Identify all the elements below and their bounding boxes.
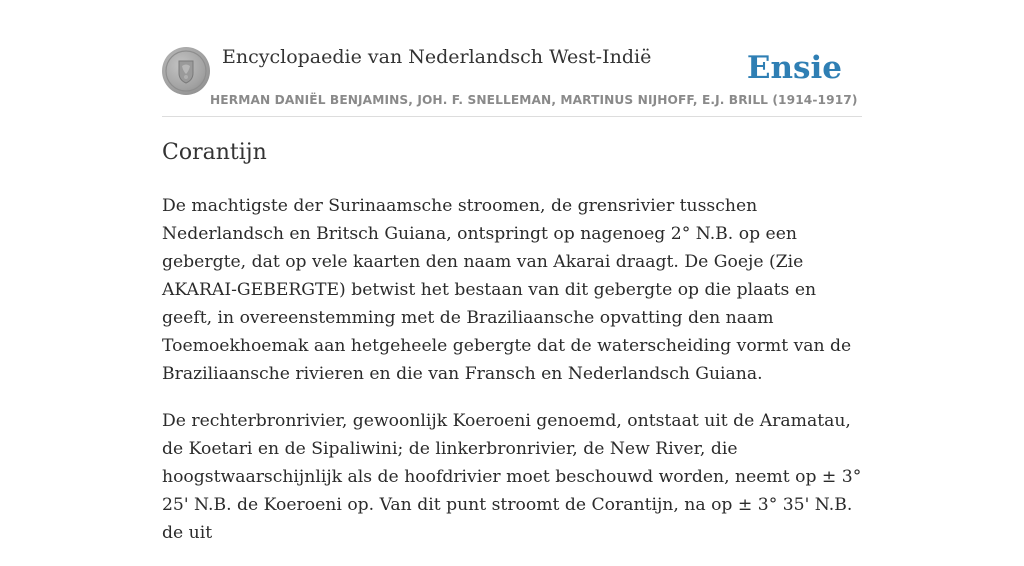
article-paragraph: De rechterbronrivier, gewoonlijk Koeroeni genoemd, ontstaat uit de Aramatau, de Koetari en de Sipaliwini; de linkerbronrivier, de New River, die hoogstwaarschijnlijk als de hoofdrivier moet beschouwd worden, neemt op ± 3° 25' N.B. de Koeroeni op. Van dit punt stroomt de Corantijn, na op ± 3° 35' N.B. de uit	[162, 411, 862, 543]
article-body	[162, 192, 862, 566]
article-paragraph: De machtigste der Surinaamsche stroomen, de grensrivier tusschen Nederlandsch en Britsch Guiana, ontspringt op nagenoeg 2° N.B. op een gebergte, dat op vele kaarten den naam van Akarai draagt. De Goeje (Zie AKARAI-GEBERGTE) betwist het bestaan van dit gebergte op die plaats en geeft, in overeenstemming met de Braziliaansche opvatting den naam Toemoekhoemak aan hetgeheele gebergte dat de waterscheiding vormt van de Braziliaansche rivieren en die van Fransch en Nederlandsch Guiana.	[162, 196, 852, 384]
coin-emblem-graphic	[162, 47, 210, 95]
book-authors: HERMAN DANIËL BENJAMINS, JOH. F. SNELLEMAN, MARTINUS NIJHOFF, E.J. BRILL (1914-1917)	[210, 93, 858, 107]
coin-emblem-icon[interactable]	[162, 47, 210, 95]
brand-logo-text[interactable]: Ensie	[746, 50, 842, 86]
entry-title: Corantijn	[162, 140, 267, 165]
book-title[interactable]: Encyclopaedie van Nederlandsch West-Indië	[222, 46, 652, 68]
site-header	[162, 40, 862, 117]
